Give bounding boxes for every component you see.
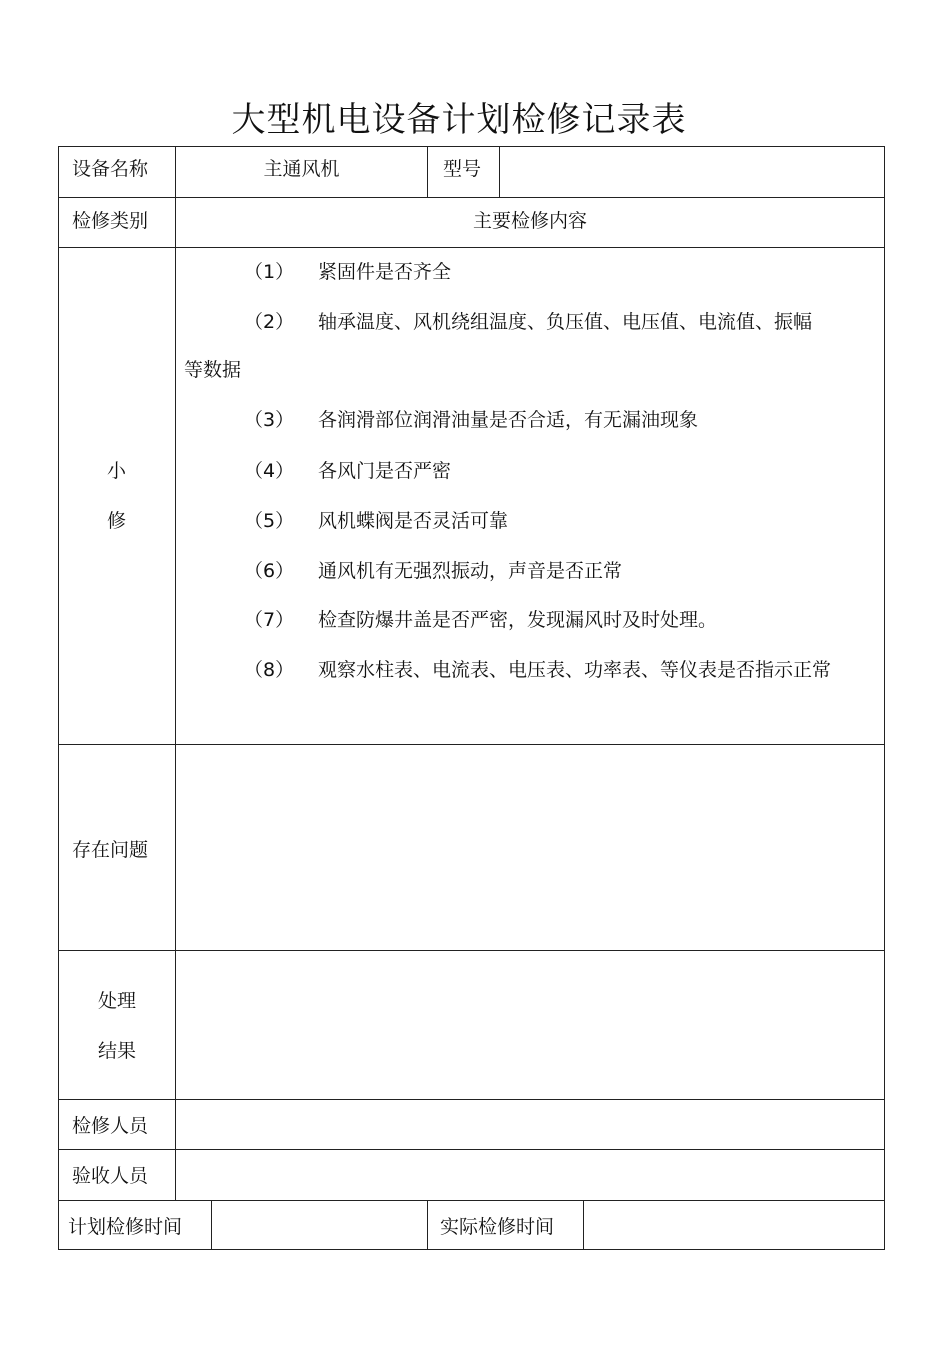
row-divider-7 <box>58 1200 885 1201</box>
list-item-text: 风机蝶阀是否灵活可靠 <box>318 510 509 532</box>
list-item-number: （7） <box>244 609 295 631</box>
list-item-number: （4） <box>244 460 295 482</box>
header-divider-a <box>427 146 428 197</box>
table-border-bottom <box>58 1249 885 1250</box>
result-label-line1: 处理 <box>98 990 137 1012</box>
category-content-label: 主要检修内容 <box>472 210 587 232</box>
row-divider-5 <box>58 1099 885 1100</box>
list-item-text: 通风机有无强烈振动，声音是否正常 <box>318 560 623 582</box>
planned-time-label: 计划检修时间 <box>68 1216 183 1238</box>
list-item-number: （3） <box>244 409 295 431</box>
list-item-number: （2） <box>244 311 295 333</box>
list-item-number: （5） <box>244 510 295 532</box>
table-border-left <box>58 146 59 1250</box>
list-item-number: （6） <box>244 560 295 582</box>
table-border-right <box>884 146 885 1250</box>
list-item-text: 检查防爆井盖是否严密，发现漏风时及时处理。 <box>318 609 718 631</box>
minor-repair-label-line1: 小 <box>107 460 127 482</box>
row-divider-4 <box>58 950 885 951</box>
acceptance-staff-label: 验收人员 <box>72 1165 149 1187</box>
list-item-text: 轴承温度、风机绕组温度、负压值、电压值、电流值、振幅 <box>318 311 813 333</box>
minor-repair-label-line2: 修 <box>107 510 127 532</box>
list-item-text: 各润滑部位润滑油量是否合适，有无漏油现象 <box>318 409 699 431</box>
row-divider-2 <box>58 247 885 248</box>
result-label-line2: 结果 <box>98 1040 137 1062</box>
page-title: 大型机电设备计划检修记录表 <box>231 100 687 140</box>
table-border-top <box>58 146 885 147</box>
list-item-text-continued: 等数据 <box>184 359 242 381</box>
header-divider-b <box>499 146 500 197</box>
list-item-number: （8） <box>244 659 295 681</box>
list-item-text: 各风门是否严密 <box>318 460 452 482</box>
list-item-text: 紧固件是否齐全 <box>318 261 452 283</box>
row-divider-3 <box>58 744 885 745</box>
list-item-text: 观察水柱表、电流表、电压表、功率表、等仪表是否指示正常 <box>318 659 832 681</box>
problems-label: 存在问题 <box>72 839 149 861</box>
time-divider-c <box>583 1200 584 1249</box>
row-divider-6 <box>58 1149 885 1150</box>
repair-staff-label: 检修人员 <box>72 1115 149 1137</box>
label-column-divider <box>175 146 176 1200</box>
equipment-name-label: 设备名称 <box>72 158 149 180</box>
actual-time-label: 实际检修时间 <box>440 1216 555 1238</box>
time-divider-a <box>211 1200 212 1249</box>
category-label: 检修类别 <box>72 210 149 232</box>
row-divider-1 <box>58 197 885 198</box>
equipment-name-value[interactable]: 主通风机 <box>263 158 340 180</box>
model-label: 型号 <box>443 158 482 180</box>
list-item-number: （1） <box>244 261 295 283</box>
time-divider-b <box>427 1200 428 1249</box>
